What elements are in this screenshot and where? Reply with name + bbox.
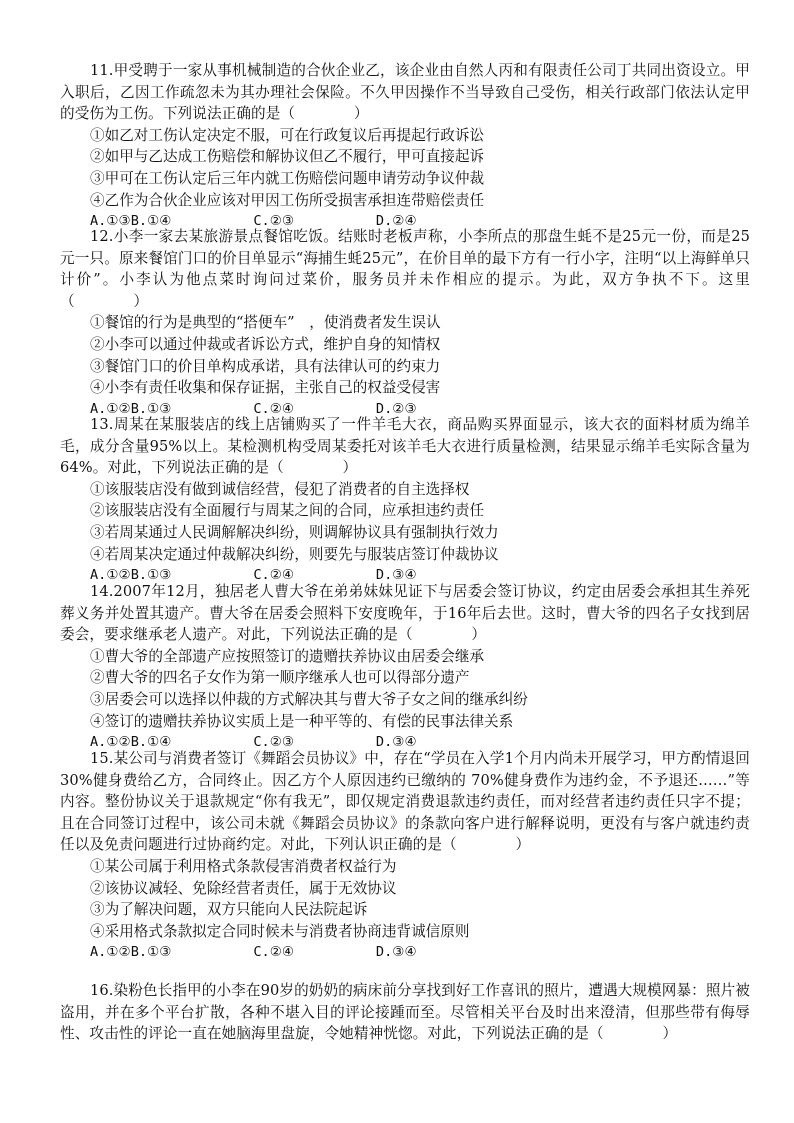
- answer-choices: A.①②B.①③ C.②④ D.③④: [90, 567, 417, 584]
- option-1: ①曹大爷的全部遗产应按照签订的遗赠扶养协议由居委会继承: [90, 647, 485, 665]
- question-stem: 12.小李一家去某旅游景点餐馆吃饭。结账时老板声称，小李所点的那盘生蚝不是25元一份，而是25元一只。原来餐馆门口的价目单显示“海捕生蚝25元”，在价目单的最下方有一行小字，注明“以上海鲜单只计价”。小李认为他点菜时询问过菜价，服务员并未作相应的提示。为此，双方争执不下。这里（ ）: [60, 228, 750, 310]
- option-1: ①该服装店没有做到诚信经营，侵犯了消费者的自主选择权: [90, 480, 470, 498]
- question-stem: 15.某公司与消费者签订《舞蹈会员协议》中，存在“学员在入学1个月内尚未开展学习，甲方酌情退回 30%健身费给乙方，合同终止。因乙方个人原因违约已缴纳的 70%健身费作为违约金，不予退还……”等内容。整份协议关于退款规定“你有我无”，即仅规定消费退款违约责任，而对经营者违约责任只字不提；且在合同签订过程中，该公司未就《舞蹈会员协议》的条款向客户进行解释说明，更没有与客户就违约责任以及免责问题进行过协商约定。对此，下列认识正确的是（ ）: [60, 750, 750, 854]
- option-1: ①餐馆的行为是典型的“搭便车” ，使消费者发生误认: [90, 314, 441, 332]
- option-3: ③餐馆门口的价目单构成承诺，具有法律认可的约束力: [90, 357, 441, 375]
- option-4: ④小李有责任收集和保存证据，主张自己的权益受侵害: [90, 379, 441, 397]
- question-16: [60, 980, 750, 1045]
- question-stem: 11.甲受聘于一家从事机械制造的合伙企业乙，该企业由自然人丙和有限责任公司丁共同出资设立。甲入职后，乙因工作疏忽未为其办理社会保险。不久甲因操作不当导致自己受伤，相关行政部门依法认定甲的受伤为工伤。下列说法正确的是（ ）: [60, 62, 750, 123]
- option-4: ④采用格式条款拟定合同时候未与消费者协商违背诚信原则: [90, 922, 470, 940]
- answer-choices: A.①③B.①④ C.②③ D.②④: [90, 213, 417, 230]
- option-2: ②小李可以通过仲裁或者诉讼方式，维护自身的知情权: [90, 335, 441, 353]
- option-4: ④签订的遗赠扶养协议实质上是一种平等的、有偿的民事法律关系: [90, 712, 514, 730]
- option-1: ①如乙对工伤认定决定不服，可在行政复议后再提起行政诉讼: [90, 126, 485, 144]
- option-2: ②该协议减轻、免除经营者责任，属于无效协议: [90, 879, 397, 897]
- question-12: [60, 226, 750, 420]
- option-4: ④若周某决定通过仲裁解决纠纷，则要先与服装店签订仲裁协议: [90, 545, 499, 563]
- option-2: ②如甲与乙达成工伤赔偿和解协议但乙不履行，甲可直接起诉: [90, 148, 485, 166]
- question-stem: 13.周某在某服装店的线上店铺购买了一件羊毛大衣，商品购买界面显示，该大衣的面料材质为绵羊毛，成分含量95%以上。某检测机构受周某委托对该羊毛大衣进行质量检测，结果显示绵羊毛实际含量为64%。对此，下列说法正确的是（ ）: [60, 416, 750, 477]
- option-3: ③为了解决问题，双方只能向人民法院起诉: [90, 901, 368, 919]
- option-4: ④乙作为合伙企业应该对甲因工伤所受损害承担连带赔偿责任: [90, 191, 485, 209]
- option-1: ①某公司属于利用格式条款侵害消费者权益行为: [90, 857, 397, 875]
- option-2: ②该服装店没有全面履行与周某之间的合同，应承担违约责任: [90, 502, 485, 520]
- question-stem: 14.2007年12月，独居老人曹大爷在弟弟妹妹见证下与居委会签订协议，约定由居委会承担其生养死葬义务并处置其遗产。曹大爷在居委会照料下安度晚年，于16年后去世。这时，曹大爷的四名子女找到居委会，要求继承老人遗产。对此，下列说法正确的是（ ）: [60, 583, 750, 644]
- answer-choices: A.①②B.①④ C.②③ D.③④: [90, 734, 417, 751]
- question-11: [60, 60, 750, 233]
- answer-choices: A.①②B.①③ C.②④ D.②③: [90, 400, 417, 417]
- option-3: ③若周某通过人民调解解决纠纷，则调解协议具有强制执行效力: [90, 523, 499, 541]
- question-15: [60, 748, 750, 964]
- question-14: [60, 581, 750, 754]
- question-13: [60, 414, 750, 587]
- question-stem: 16.染粉色长指甲的小李在90岁的奶奶的病床前分享找到好工作喜讯的照片，遭遇大规模网暴：照片被盗用，并在多个平台扩散，各种不堪入目的评论接踵而至。尽管相关平台及时出来澄清，但那些带有侮辱性、攻击性的评论一直在她脑海里盘旋，令她精神恍惚。对此，下列说法正确的是（ ）: [60, 982, 750, 1043]
- option-3: ③居委会可以选择以仲裁的方式解决其与曹大爷子女之间的继承纠纷: [90, 690, 528, 708]
- answer-choices: A.①②B.①③ C.②④ D.③④: [90, 944, 417, 961]
- option-2: ②曹大爷的四名子女作为第一顺序继承人也可以得部分遗产: [90, 669, 470, 687]
- option-3: ③甲可在工伤认定后三年内就工伤赔偿问题申请劳动争议仲裁: [90, 169, 485, 187]
